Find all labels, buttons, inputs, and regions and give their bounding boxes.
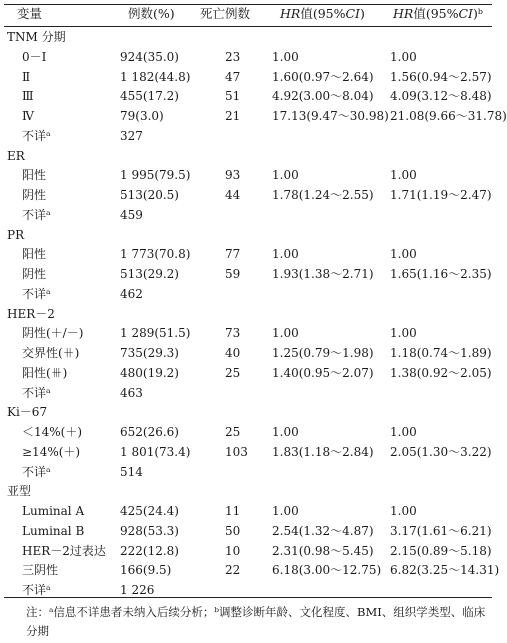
header-variable: 变量 xyxy=(17,6,43,21)
header-deaths: 死亡例数 xyxy=(200,6,251,21)
cases-cell: 166(9.5) xyxy=(120,563,172,578)
cases-cell: 459 xyxy=(120,207,143,222)
row-label: 阴性(＋/－) xyxy=(22,326,84,341)
hr-cell: 2.54(1.32～4.87) xyxy=(272,523,374,538)
row-label: 不详ᵃ xyxy=(22,464,51,479)
table-footnote: 注：ᵃ信息不详患者未纳入后续分析；ᵇ调整诊断年龄、文化程度、BMI、组织学类型、临床分期 xyxy=(26,605,486,638)
deaths-cell: 73 xyxy=(225,326,241,341)
hr-cell: 1.00 xyxy=(272,247,299,262)
adjusted-hr-cell: 1.56(0.94～2.57) xyxy=(390,69,492,84)
table-row xyxy=(4,541,492,561)
deaths-cell: 10 xyxy=(225,543,241,558)
header-adjusted-hr: HR值(95%CI)ᵇ xyxy=(393,6,483,21)
group-row xyxy=(4,481,492,501)
row-label: 阳性 xyxy=(22,168,47,183)
row-label: 阳性 xyxy=(22,247,47,262)
row-label: 不详ᵃ xyxy=(22,207,51,222)
adjusted-hr-cell: 21.08(9.66～31.78) xyxy=(390,109,507,123)
deaths-cell: 25 xyxy=(225,365,241,380)
cases-cell: 514 xyxy=(120,464,143,479)
group-row xyxy=(4,304,492,324)
cases-cell: 463 xyxy=(120,385,143,400)
hr-cell: 17.13(9.47～30.98) xyxy=(272,109,389,123)
cases-cell: 928(53.3) xyxy=(120,523,179,538)
table-row xyxy=(4,323,492,343)
table-row xyxy=(4,67,492,87)
group-label: 亚型 xyxy=(7,484,32,499)
row-label: 三阴性 xyxy=(22,563,59,578)
hr-cell: 1.00 xyxy=(272,168,299,183)
table-header xyxy=(4,4,492,24)
deaths-cell: 23 xyxy=(225,49,241,64)
table-row xyxy=(4,521,492,541)
adjusted-hr-cell: 2.05(1.30～3.22) xyxy=(390,444,492,459)
table-row xyxy=(4,244,492,264)
table-bottom-rule xyxy=(4,597,492,598)
deaths-cell: 40 xyxy=(225,346,241,360)
table-row xyxy=(4,284,492,304)
cases-cell: 1 773(70.8) xyxy=(120,247,191,262)
cases-cell: 1 995(79.5) xyxy=(120,168,191,183)
hr-cell: 1.40(0.95～2.07) xyxy=(272,365,374,380)
cases-cell: 1 289(51.5) xyxy=(120,326,191,341)
adjusted-hr-cell: 1.00 xyxy=(390,425,417,439)
deaths-cell: 51 xyxy=(225,89,241,104)
cases-cell: 513(29.2) xyxy=(120,267,179,281)
adjusted-hr-cell: 1.00 xyxy=(390,49,417,64)
cases-cell: 652(26.6) xyxy=(120,425,179,439)
table-row xyxy=(4,501,492,521)
deaths-cell: 22 xyxy=(225,563,241,578)
hr-cell: 1.60(0.97～2.64) xyxy=(272,69,374,84)
cases-cell: 79(3.0) xyxy=(120,109,164,123)
adjusted-hr-cell: 1.00 xyxy=(390,504,417,518)
group-label: TNM 分期 xyxy=(7,30,66,44)
table-row xyxy=(4,363,492,383)
table-row xyxy=(4,126,492,146)
hr-cell: 1.00 xyxy=(272,425,299,439)
table-row xyxy=(4,462,492,482)
table-row xyxy=(4,47,492,67)
adjusted-hr-cell: 2.15(0.89～5.18) xyxy=(390,543,492,558)
row-label: ≥14%(＋) xyxy=(22,444,81,459)
adjusted-hr-cell: 1.00 xyxy=(390,247,417,262)
table-row xyxy=(4,343,492,363)
group-row xyxy=(4,27,492,47)
hr-cell: 1.93(1.38～2.71) xyxy=(272,267,374,281)
row-label: Luminal B xyxy=(22,523,85,538)
row-label: Luminal A xyxy=(22,504,85,518)
cases-cell: 513(20.5) xyxy=(120,188,179,202)
deaths-cell: 11 xyxy=(225,504,241,518)
row-label: 交界性(⧺) xyxy=(22,346,80,360)
hr-cell: 4.92(3.00～8.04) xyxy=(272,89,374,104)
row-label: 阳性(⧻) xyxy=(22,365,68,380)
row-label: 不详ᵃ xyxy=(22,128,51,143)
adjusted-hr-cell: 3.17(1.61～6.21) xyxy=(390,523,492,538)
row-label: 不详ᵃ xyxy=(22,583,51,597)
adjusted-hr-cell: 1.00 xyxy=(390,168,417,183)
cases-cell: 1 801(73.4) xyxy=(120,444,191,459)
hr-cell: 1.25(0.79～1.98) xyxy=(272,346,374,360)
table-top-rule xyxy=(4,4,492,5)
deaths-cell: 25 xyxy=(225,425,241,439)
row-label: ＜14%(＋) xyxy=(22,425,83,439)
deaths-cell: 44 xyxy=(225,188,241,202)
adjusted-hr-cell: 6.82(3.25～14.31) xyxy=(390,563,500,578)
hr-cell: 6.18(3.00～12.75) xyxy=(272,563,382,578)
header-cases: 例数(%) xyxy=(128,6,175,21)
table-row xyxy=(4,422,492,442)
cases-cell: 480(19.2) xyxy=(120,365,179,380)
row-label: Ⅱ xyxy=(22,69,31,84)
cases-cell: 735(29.3) xyxy=(120,346,179,360)
table-header-rule xyxy=(4,26,492,27)
table-row xyxy=(4,185,492,205)
row-label: 不详ᵃ xyxy=(22,385,51,400)
cases-cell: 327 xyxy=(120,128,143,143)
cases-cell: 1 182(44.8) xyxy=(120,69,191,84)
table-row xyxy=(4,442,492,462)
row-label: 0－Ⅰ xyxy=(22,49,47,64)
cases-cell: 1 226 xyxy=(120,583,155,597)
adjusted-hr-cell: 1.00 xyxy=(390,326,417,341)
deaths-cell: 47 xyxy=(225,69,241,84)
adjusted-hr-cell: 1.38(0.92～2.05) xyxy=(390,365,492,380)
row-label: Ⅲ xyxy=(22,89,34,104)
cases-cell: 222(12.8) xyxy=(120,543,179,558)
adjusted-hr-cell: 4.09(3.12～8.48) xyxy=(390,89,492,104)
adjusted-hr-cell: 1.65(1.16～2.35) xyxy=(390,267,492,281)
header-hr: HR值(95%CI) xyxy=(280,6,365,21)
row-label: 不详ᵃ xyxy=(22,286,51,301)
row-label: 阴性 xyxy=(22,188,47,202)
cases-cell: 924(35.0) xyxy=(120,49,179,64)
adjusted-hr-cell: 1.71(1.19～2.47) xyxy=(390,188,492,202)
deaths-cell: 77 xyxy=(225,247,241,262)
group-row xyxy=(4,146,492,166)
group-label: HER－2 xyxy=(7,306,55,321)
hr-cell: 1.00 xyxy=(272,49,299,64)
row-label: Ⅳ xyxy=(22,109,34,123)
deaths-cell: 103 xyxy=(225,444,248,459)
table-row xyxy=(4,165,492,185)
table-row xyxy=(4,264,492,284)
hr-cell: 1.78(1.24～2.55) xyxy=(272,188,374,202)
table-row xyxy=(4,86,492,106)
adjusted-hr-cell: 1.18(0.74～1.89) xyxy=(390,346,492,360)
group-label: PR xyxy=(7,227,25,242)
group-row xyxy=(4,402,492,422)
cases-cell: 462 xyxy=(120,286,143,301)
row-label: 阴性 xyxy=(22,267,47,281)
hr-cell: 1.00 xyxy=(272,504,299,518)
hr-cell: 1.00 xyxy=(272,326,299,341)
table-row xyxy=(4,106,507,126)
group-label: Ki－67 xyxy=(7,405,48,420)
deaths-cell: 50 xyxy=(225,523,241,538)
deaths-cell: 93 xyxy=(225,168,241,183)
row-label: HER－2过表达 xyxy=(22,543,106,558)
table-row xyxy=(4,383,492,403)
hr-cell: 2.31(0.98～5.45) xyxy=(272,543,374,558)
deaths-cell: 21 xyxy=(225,109,241,123)
deaths-cell: 59 xyxy=(225,267,241,281)
cases-cell: 455(17.2) xyxy=(120,89,179,104)
table-row xyxy=(4,205,492,225)
cases-cell: 425(24.4) xyxy=(120,504,179,518)
table-row xyxy=(4,560,500,580)
group-row xyxy=(4,225,492,245)
hr-cell: 1.83(1.18～2.84) xyxy=(272,444,374,459)
group-label: ER xyxy=(7,148,25,163)
